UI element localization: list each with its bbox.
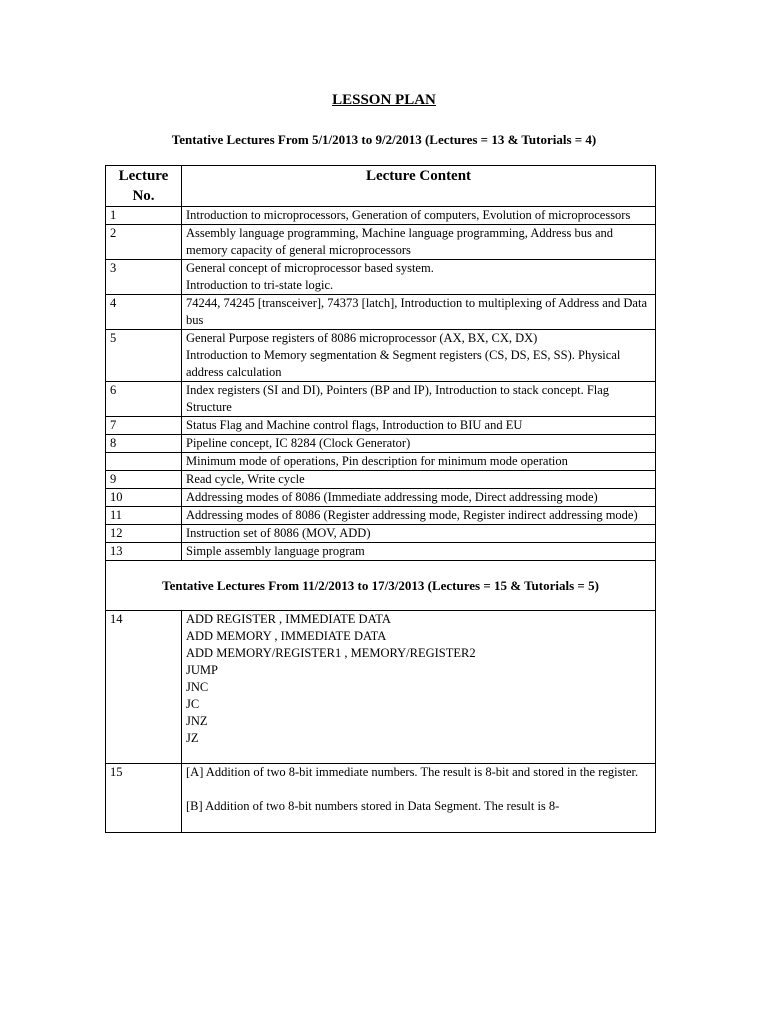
lecture-no: 11 xyxy=(106,507,182,525)
header-lecture-no: Lecture No. xyxy=(106,166,182,207)
spacer xyxy=(186,781,651,798)
lecture-no: 9 xyxy=(106,471,182,489)
lecture-no: 5 xyxy=(106,330,182,382)
table-row xyxy=(106,611,656,764)
table-row xyxy=(106,507,656,525)
section-header-row xyxy=(106,561,656,611)
instruction-line: JNC xyxy=(186,680,209,694)
lecture-content: Minimum mode of operations, Pin description for minimum mode operation xyxy=(182,453,656,471)
lecture-no: 6 xyxy=(106,382,182,417)
table-row xyxy=(106,764,656,833)
table-row xyxy=(106,260,656,295)
table-row xyxy=(106,471,656,489)
instruction-line: ADD REGISTER , IMMEDIATE DATA xyxy=(186,612,391,626)
task-b: [B] Addition of two 8-bit numbers stored in Data Segment. The result is 8- xyxy=(186,799,560,813)
lecture-no: 14 xyxy=(106,611,182,764)
page-title: LESSON PLAN xyxy=(332,92,436,108)
table-row xyxy=(106,207,656,225)
lecture-content: Addressing modes of 8086 (Register addressing mode, Register indirect addressing mode) xyxy=(182,507,656,525)
table-row xyxy=(106,543,656,561)
lecture-no: 12 xyxy=(106,525,182,543)
lecture-content-line: General concept of microprocessor based system. xyxy=(186,261,434,275)
schedule-subtitle: Tentative Lectures From 5/1/2013 to 9/2/2013 (Lectures = 13 & Tutorials = 4) xyxy=(171,132,597,147)
lecture-content: Status Flag and Machine control flags, Introduction to BIU and EU xyxy=(182,417,656,435)
table-header-row xyxy=(106,166,656,207)
lecture-content: Index registers (SI and DI), Pointers (BP and IP), Introduction to stack concept. Flag Structure xyxy=(182,382,656,417)
table-row xyxy=(106,417,656,435)
lecture-content: Assembly language programming, Machine language programming, Address bus and memory capacity of general microprocessors xyxy=(182,225,656,260)
lecture-content: Addressing modes of 8086 (Immediate addressing mode, Direct addressing mode) xyxy=(182,489,656,507)
lecture-content: Read cycle, Write cycle xyxy=(182,471,656,489)
table-row xyxy=(106,330,656,382)
lecture-content xyxy=(182,764,656,833)
instruction-line: JC xyxy=(186,697,200,711)
lecture-no: 4 xyxy=(106,295,182,330)
table-row xyxy=(106,225,656,260)
instruction-line: ADD MEMORY/REGISTER1 , MEMORY/REGISTER2 xyxy=(186,646,476,660)
lecture-no: 8 xyxy=(106,435,182,453)
lecture-content xyxy=(182,260,656,295)
lecture-no: 3 xyxy=(106,260,182,295)
lecture-no: 10 xyxy=(106,489,182,507)
table-row xyxy=(106,435,656,453)
instruction-line: ADD MEMORY , IMMEDIATE DATA xyxy=(186,629,387,643)
lecture-no xyxy=(106,453,182,471)
lecture-content: Introduction to microprocessors, Generation of computers, Evolution of microprocessors xyxy=(182,207,656,225)
lecture-content-line: Introduction to tri-state logic. xyxy=(186,278,334,292)
lecture-content: Pipeline concept, IC 8284 (Clock Generator) xyxy=(182,435,656,453)
lecture-no: 13 xyxy=(106,543,182,561)
lecture-content: 74244, 74245 [transceiver], 74373 [latch], Introduction to multiplexing of Address and Data bus xyxy=(182,295,656,330)
instruction-line: JNZ xyxy=(186,714,208,728)
lecture-no: 15 xyxy=(106,764,182,833)
lecture-no: 2 xyxy=(106,225,182,260)
table-row xyxy=(106,453,656,471)
lecture-no: 7 xyxy=(106,417,182,435)
instruction-line: JUMP xyxy=(186,663,218,677)
lecture-content: Instruction set of 8086 (MOV, ADD) xyxy=(182,525,656,543)
table-row xyxy=(106,489,656,507)
table-row xyxy=(106,382,656,417)
table-row xyxy=(106,295,656,330)
lecture-content xyxy=(182,330,656,382)
lecture-content xyxy=(182,611,656,764)
lesson-plan-table xyxy=(105,165,656,833)
lecture-content-line: General Purpose registers of 8086 microprocessor (AX, BX, CX, DX) xyxy=(186,331,538,345)
lecture-content-line: Introduction to Memory segmentation & Segment registers (CS, DS, ES, SS). Physical address calculation xyxy=(186,348,621,379)
table-row xyxy=(106,525,656,543)
section2-title: Tentative Lectures From 11/2/2013 to 17/3/2013 (Lectures = 15 & Tutorials = 5) xyxy=(106,561,656,611)
instruction-line: JZ xyxy=(186,731,199,745)
lecture-content: Simple assembly language program xyxy=(182,543,656,561)
task-a: [A] Addition of two 8-bit immediate numbers. The result is 8-bit and stored in the register. xyxy=(186,765,639,779)
header-lecture-content: Lecture Content xyxy=(182,166,656,207)
lecture-no: 1 xyxy=(106,207,182,225)
